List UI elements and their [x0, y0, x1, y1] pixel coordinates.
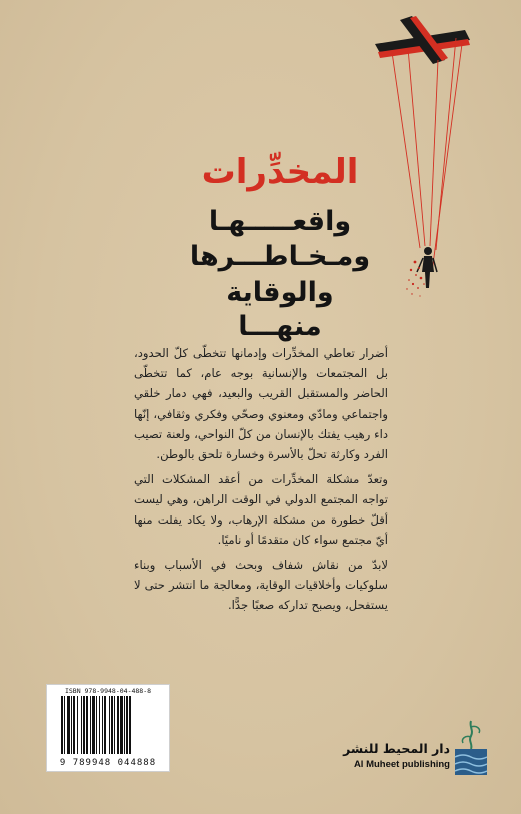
figure-icon — [417, 247, 437, 288]
barcode-bar — [111, 696, 113, 754]
barcode-bar — [114, 696, 115, 754]
barcode-bar — [90, 696, 91, 754]
barcode-bar — [126, 696, 128, 754]
barcode-bar — [71, 696, 72, 754]
barcode-bar — [99, 696, 100, 754]
puppet-strings — [392, 38, 462, 272]
barcode-bar — [64, 696, 65, 754]
barcode-bar — [117, 696, 119, 754]
subtitle-line-3: والوقاية منهـــا — [226, 277, 334, 342]
barcode-bar — [77, 696, 78, 754]
publisher-name-english: Al Muheet publishing — [353, 759, 450, 770]
barcode-bar — [61, 696, 63, 754]
publisher-name-arabic: دار المحيط للنشر — [343, 741, 450, 756]
blurb-text — [134, 343, 388, 621]
barcode-bar — [109, 696, 110, 754]
barcode-bar — [120, 696, 123, 754]
subtitle-line-1: واقعـــــهـا — [208, 206, 352, 237]
barcode-bar — [73, 696, 75, 754]
blurb-paragraph-2: وتعدّ مشكلة المخدِّرات من أعقد المشكلات التي تواجه المجتمع الدولي في الوقت الراهن، وهي ليست أقلّ خطورة من مشكلة الإرهاب، ولا يكاد يفلت منها أيّ مجتمع سواء كان متقدمًا أو ناميًا. — [134, 472, 388, 547]
barcode-bar — [81, 696, 82, 754]
blurb-paragraph-1: أضرار تعاطي المخدِّرات وإدمانها تتخطّى كلّ الحدود، بل المجتمعات والإنسانية بوجه عام، كما تتخطّى الحاضر والمستقبل القريب والبعيد، فهي دمار خلقي واجتماعي ومادّي ومعنوي وصحّي وفكري وثقافي، إنّها داء رهيب يفتك بالإنسان من كلّ النواحي، ولعنة تصيب الفرد وكارثة تحلّ بالأسرة وخسارة تلحق بالوطن. — [134, 346, 388, 462]
barcode-digits: 9 789948 044888 — [59, 758, 157, 768]
barcode-bar — [124, 696, 125, 754]
barcode-bar — [92, 696, 95, 754]
barcode-bar — [67, 696, 70, 754]
publisher-logo-icon — [453, 717, 489, 779]
splatter — [406, 261, 425, 297]
book-title: المخدِّرات — [201, 152, 359, 192]
barcode-bar — [104, 696, 106, 754]
barcode-bar — [96, 696, 97, 754]
isbn-label: ISBN 978-9948-04-488-8 — [64, 687, 152, 695]
isbn-barcode-block — [46, 684, 170, 772]
barcode-bar — [129, 696, 131, 754]
blurb-paragraph-3: لابدّ من نقاش شفاف وبحث في الأسباب وبناء سلوكيات وأخلاقيات الوقاية، ومعالجة ما انتشر حتى لا يستفحل، ويصبح تداركه صعبًا جدًّا. — [134, 558, 388, 613]
barcode-bar — [102, 696, 103, 754]
barcode-bar — [83, 696, 85, 754]
subtitle-line-2: ومـخـاطـــرها — [189, 241, 371, 272]
barcode — [59, 696, 157, 756]
barcode-bar — [86, 696, 88, 754]
